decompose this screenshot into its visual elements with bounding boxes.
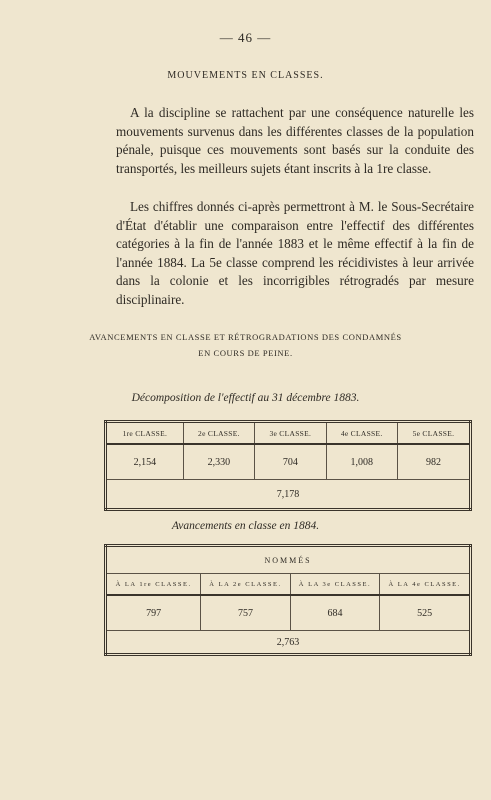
table1-caption: Décomposition de l'effectif au 31 décembre 1883. (131, 392, 360, 404)
table1-value-cell: 2,154 (106, 444, 184, 480)
page-number: — 46 — (219, 30, 272, 45)
table2-header-row (106, 574, 471, 596)
table1-header-cell: 4e CLASSE. (326, 422, 397, 445)
table1-value-row (106, 444, 471, 480)
table1-total-row (106, 480, 471, 510)
paragraph-1-text: A la discipline se rattachent par une conséquence naturelle les mouvements survenus dans les différentes classes de la population pénale, puisque ces mouvements sont basés sur la conduite des transportés, les meilleurs sujets étant inscrits à la 1re classe. (116, 105, 474, 176)
table2-header-cell: À LA 4e CLASSE. (380, 574, 471, 596)
table1-header-cell: 2e CLASSE. (183, 422, 254, 445)
table1-value-cell: 704 (255, 444, 326, 480)
subheading-line-2: EN COURS DE PEINE. (198, 348, 293, 358)
table2-value-cell: 684 (290, 595, 380, 631)
table-avancements-1884 (104, 544, 472, 656)
section-heading: MOUVEMENTS EN CLASSES. (167, 70, 324, 81)
paragraph-1 (116, 104, 474, 178)
table1-header-cell: 3e CLASSE. (255, 422, 326, 445)
table2-caption: Avancements en classe en 1884. (171, 520, 320, 532)
table2-header-cell: À LA 1re CLASSE. (106, 574, 201, 596)
table2-total-row (106, 631, 471, 655)
subheading-line-1: AVANCEMENTS EN CLASSE ET RÉTROGRADATIONS DES CONDAMNÉS (89, 332, 402, 342)
table1-header-row (106, 422, 471, 445)
table2-value-cell: 797 (106, 595, 201, 631)
table2-group-row (106, 546, 471, 574)
paragraph-2-text: Les chiffres donnés ci-après permettront à M. le Sous-Secrétaire d'État d'établir une comparaison entre l'effectif des différentes catégories à la fin de l'année 1883 et le même effectif à la fin de l'année 1884. La 5e classe comprend les récidivistes à leur arrivée dans la colonie et les incorrigibles rétrogradés par mesure disciplinaire. (116, 199, 474, 307)
table1-header-cell: 5e CLASSE. (397, 422, 470, 445)
table2-header-cell: À LA 2e CLASSE. (201, 574, 291, 596)
table1-value-cell: 2,330 (183, 444, 254, 480)
table-effectif-1883 (104, 420, 472, 511)
table2-value-row (106, 595, 471, 631)
paragraph-2 (116, 198, 474, 310)
table2-value-cell: 525 (380, 595, 471, 631)
table2-total-cell: 2,763 (276, 636, 300, 648)
table2-header-cell: À LA 3e CLASSE. (290, 574, 380, 596)
table2-value-cell: 757 (201, 595, 291, 631)
table1-value-cell: 982 (397, 444, 470, 480)
table1-header-cell: 1re CLASSE. (106, 422, 184, 445)
table2-group-header: NOMMÉS (106, 546, 471, 574)
table1-total-cell: 7,178 (276, 488, 300, 500)
table1-value-cell: 1,008 (326, 444, 397, 480)
